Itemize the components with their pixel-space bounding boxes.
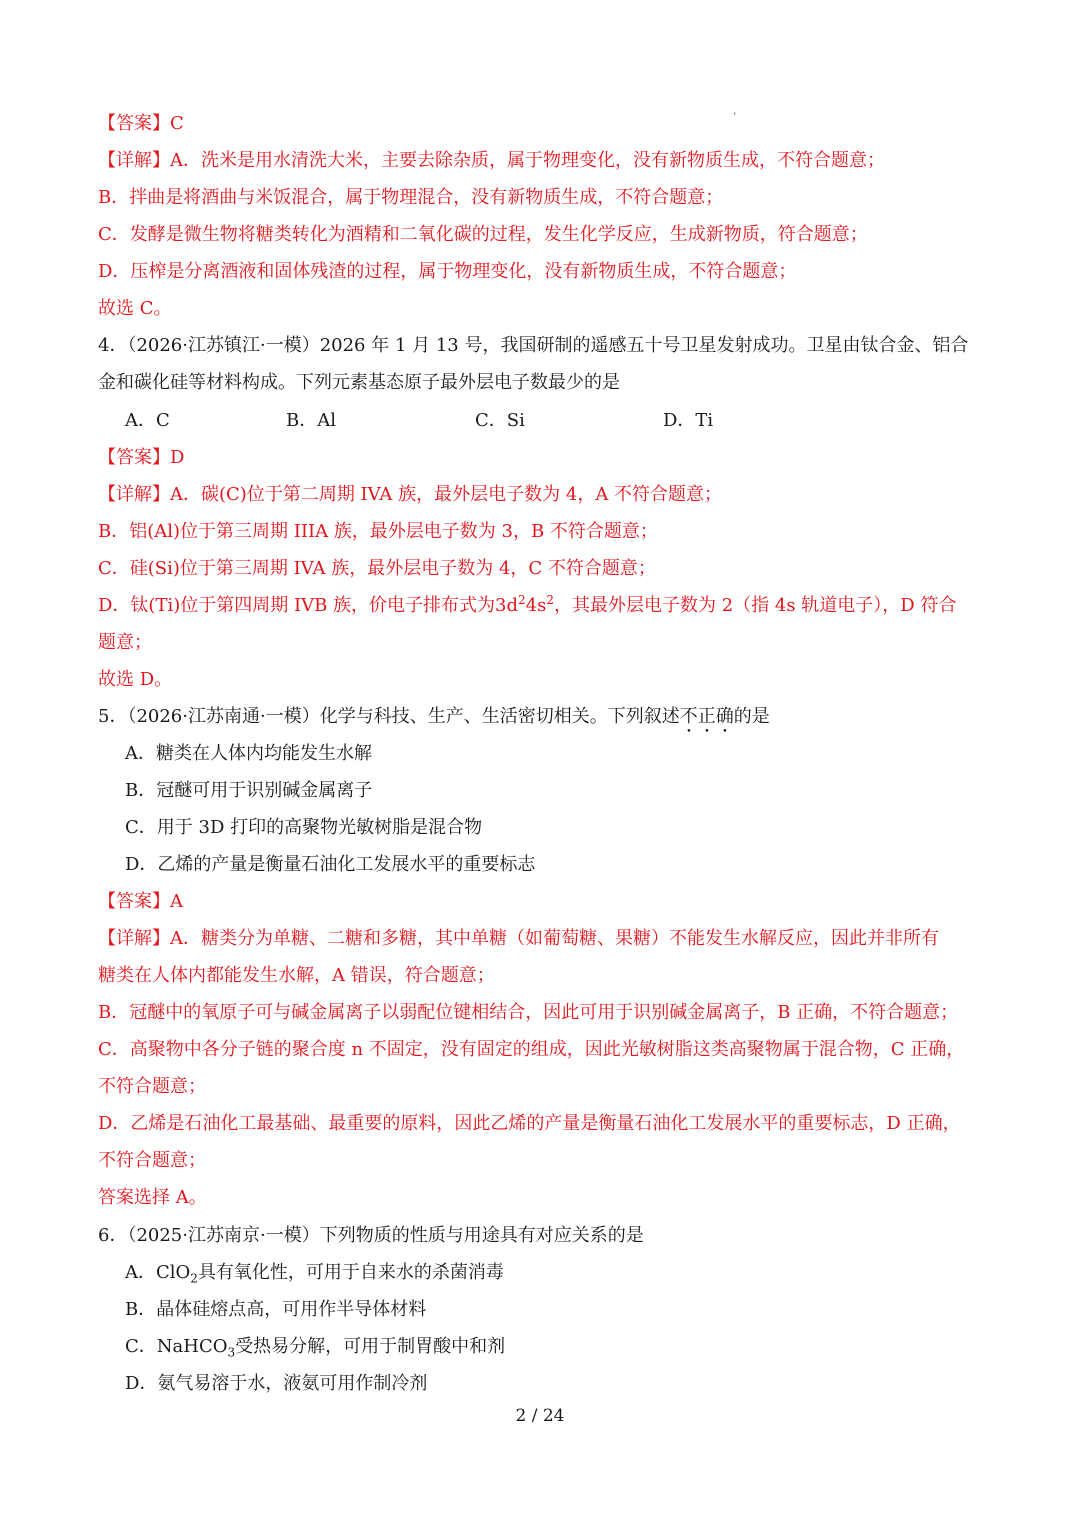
q4-detail-d-pre: D．钛(Ti)位于第四周期 IVB 族，价电子排布式为 (98, 595, 496, 616)
q3-detail-d: D．压榨是分离酒液和固体残渣的过程，属于物理变化，没有新物质生成，不符合题意； (98, 261, 797, 282)
q4-detail-a: 【详解】A．碳(C)位于第二周期 IVA 族，最外层电子数为 4，A 不符合题意； (98, 484, 723, 505)
q5-detail-b: B．冠醚中的氧原子可与碱金属离子以弱配位键相结合，因此可用于识别碱金属离子，B 正确，不符合题意； (98, 1002, 959, 1023)
q6-option-c-pre: C．NaHCO (125, 1336, 228, 1357)
q6-option-d: D．氨气易溶于水，液氨可用作制冷剂 (125, 1373, 428, 1394)
q6-option-c (125, 1334, 982, 1360)
q4-stem-line2: 金和碳化硅等材料构成。下列元素基态原子最外层电子数最少的是 (98, 372, 620, 393)
q5-option-c: C．用于 3D 打印的高聚物光敏树脂是混合物 (125, 817, 483, 838)
q4-stem-line1: 4．（2026·江苏镇江·一模）2026 年 1 月 13 号，我国研制的遥感五十号卫星发射成功。卫星由钛合金、铝合 (98, 335, 969, 356)
q4-option-d: D．Ti (663, 410, 714, 431)
page-number: 2 / 24 (515, 1406, 565, 1426)
q3-detail-b: B．拌曲是将酒曲与米饭混合，属于物理混合，没有新物质生成，不符合题意； (98, 187, 724, 208)
q5-detail-d-cont: 不符合题意； (98, 1150, 206, 1171)
q4-detail-d-post: ，其最外层电子数为 2（指 4s 轨道电子），D 符合 (554, 595, 957, 616)
q5-detail-d: D．乙烯是石油化工最基础、最重要的原料，因此乙烯的产量是衡量石油化工发展水平的重要标志，D 正确， (98, 1113, 961, 1134)
q5-detail-a: 【详解】A．糖类分为单糖、二糖和多糖，其中单糖（如葡萄糖、果糖）不能发生水解反应，因此并非所有 (98, 928, 939, 949)
q4-answer: 【答案】D (98, 447, 185, 468)
q5-option-d: D．乙烯的产量是衡量石油化工发展水平的重要标志 (125, 854, 536, 875)
q4-option-c: C．Si (475, 410, 525, 431)
q3-detail-c: C．发酵是微生物将糖类转化为酒精和二氧化碳的过程，发生化学反应，生成新物质，符合题意； (98, 224, 868, 245)
q4-config-3d: 3d (495, 595, 519, 616)
q5-detail-a-cont: 糖类在人体内都能发生水解，A 错误，符合题意； (98, 965, 495, 986)
q6-option-c-post: 受热易分解，可用于制胃酸中和剂 (235, 1336, 506, 1357)
q3-conclusion: 故选 C。 (98, 298, 172, 319)
q5-stem-post: 的是 (733, 706, 770, 727)
q4-config-sup1: 2 (518, 593, 526, 607)
q6-stem: 6．（2025·江苏南京·一模）下列物质的性质与用途具有对应关系的是 (98, 1225, 644, 1246)
q4-config-sup2: 2 (546, 593, 554, 607)
q6-option-a-sub: 2 (190, 1271, 198, 1286)
q5-option-a: A．糖类在人体内均能发生水解 (125, 743, 372, 764)
q3-detail-a: 【详解】A．洗米是用水清洗大米，主要去除杂质，属于物理变化，没有新物质生成，不符合题意； (98, 150, 885, 171)
q5-stem-emphasis: 不正确 (679, 706, 734, 727)
q5-stem (98, 704, 982, 737)
q4-detail-d-cont: 题意； (98, 632, 152, 653)
q6-option-b: B．晶体硅熔点高，可用作半导体材料 (125, 1299, 427, 1320)
stray-mark: ’ (733, 112, 737, 123)
q5-answer: 【答案】A (98, 891, 183, 912)
q6-option-a (125, 1260, 982, 1286)
q3-answer: 【答案】C (98, 113, 184, 134)
q5-detail-c: C．高聚物中各分子链的聚合度 n 不固定，没有固定的组成，因此光敏树脂这类高聚物属于混合物，C 正确， (98, 1039, 965, 1060)
q4-config-4s: 4s (525, 595, 547, 616)
q4-option-a: A．C (125, 410, 170, 431)
q6-option-a-pre: A．ClO (125, 1262, 191, 1283)
q5-option-b: B．冠醚可用于识别碱金属离子 (125, 780, 373, 801)
q5-detail-c-cont: 不符合题意； (98, 1076, 206, 1097)
q4-detail-c: C．硅(Si)位于第三周期 IVA 族，最外层电子数为 4，C 不符合题意； (98, 558, 656, 579)
q5-stem-pre: 5．（2026·江苏南通·一模）化学与科技、生产、生活密切相关。下列叙述 (98, 706, 680, 727)
q5-conclusion: 答案选择 A。 (98, 1187, 207, 1208)
q4-option-b: B．Al (286, 410, 336, 431)
q4-detail-b: B．铝(Al)位于第三周期 IIIA 族，最外层电子数为 3，B 不符合题意； (98, 521, 658, 542)
q4-detail-d (98, 593, 982, 619)
q6-option-a-post: 具有氧化性，可用于自来水的杀菌消毒 (197, 1262, 504, 1283)
q4-conclusion: 故选 D。 (98, 669, 173, 690)
q6-option-c-sub: 3 (227, 1345, 236, 1360)
